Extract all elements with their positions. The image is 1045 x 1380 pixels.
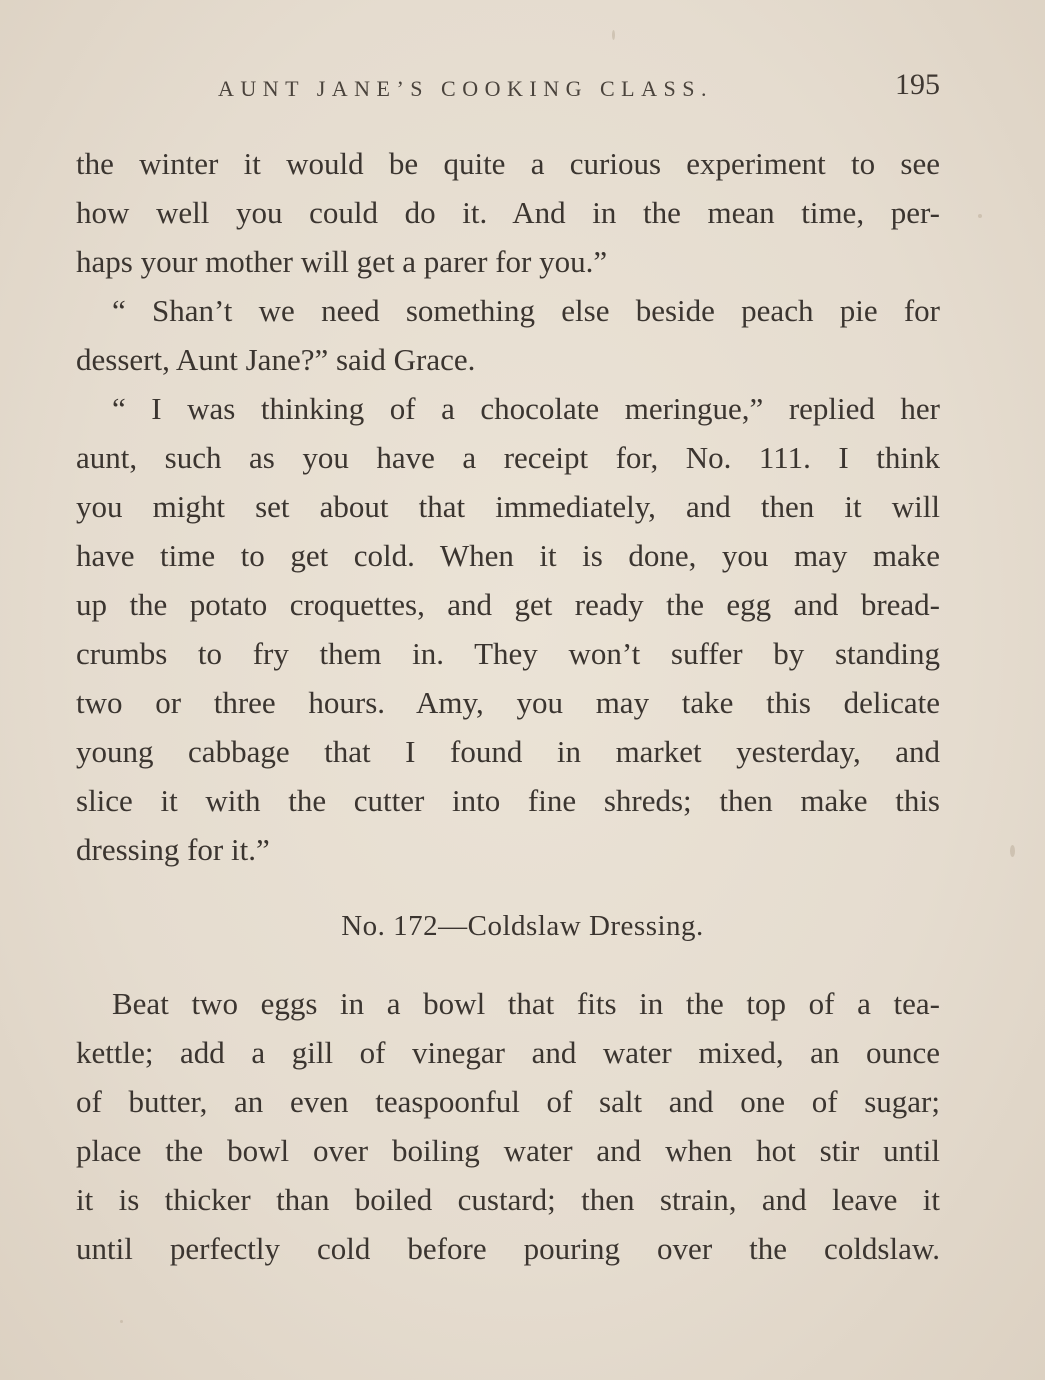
paper-speck [120, 1320, 123, 1323]
text-line: up the potato croquettes, and get ready the egg and bread- [76, 587, 940, 622]
text-line: kettle; add a gill of vinegar and water mixed, an ounce [76, 1035, 940, 1070]
page-number: 195 [895, 68, 940, 101]
text-line: “ I was thinking of a chocolate meringue,” replied her [112, 391, 940, 426]
text-line: dressing for it.” [76, 832, 270, 867]
text-line: it is thicker than boiled custard; then strain, and leave it [76, 1182, 940, 1217]
text-line: two or three hours. Amy, you may take this delicate [76, 685, 940, 720]
text-line: Beat two eggs in a bowl that fits in the top of a tea- [112, 986, 940, 1021]
text-line: slice it with the cutter into fine shreds; then make this [76, 783, 940, 818]
paper-speck [612, 30, 615, 40]
text-line: young cabbage that I found in market yesterday, and [76, 734, 940, 769]
body-text [76, 139, 940, 874]
text-line: how well you could do it. And in the mean time, per- [76, 195, 940, 230]
page-header [76, 68, 940, 108]
recipe-text [76, 979, 940, 1273]
running-head: AUNT JANE’S COOKING CLASS. [218, 76, 713, 101]
text-line: the winter it would be quite a curious experiment to see [76, 146, 940, 181]
paper-speck [978, 214, 982, 218]
text-line: “ Shan’t we need something else beside peach pie for [112, 293, 940, 328]
text-line: crumbs to fry them in. They won’t suffer by standing [76, 636, 940, 671]
text-line: place the bowl over boiling water and when hot stir until [76, 1133, 940, 1168]
text-line: dessert, Aunt Jane?” said Grace. [76, 342, 476, 377]
text-line: of butter, an even teaspoonful of salt and one of sugar; [76, 1084, 940, 1119]
text-line: aunt, such as you have a receipt for, No. 111. I think [76, 440, 940, 475]
paper-speck [1010, 845, 1015, 857]
text-line: have time to get cold. When it is done, you may make [76, 538, 940, 573]
text-line: until perfectly cold before pouring over the coldslaw. [76, 1231, 940, 1266]
text-line: haps your mother will get a parer for you.” [76, 244, 608, 279]
text-line: you might set about that immediately, and then it will [76, 489, 940, 524]
recipe-title: No. 172—Coldslaw Dressing. [341, 910, 704, 942]
